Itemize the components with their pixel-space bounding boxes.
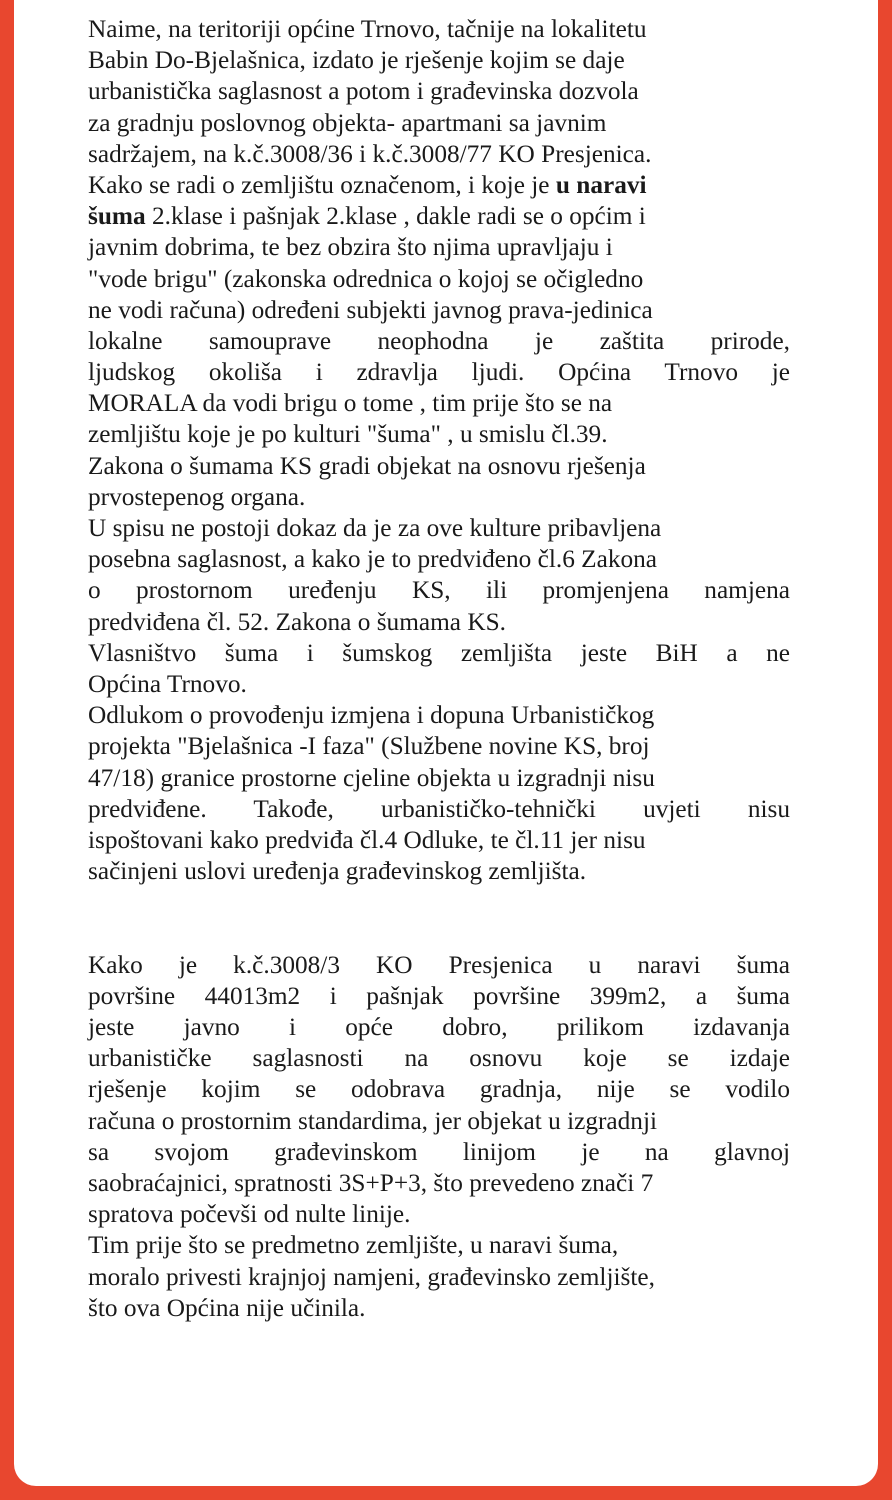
text-line: Kako je k.č.3008/3 KO Presjenica u naravi šuma — [88, 950, 790, 979]
text-line: moralo privesti krajnjoj namjeni, građevinsko zemljište, — [88, 1262, 655, 1291]
text-line: lokalne samouprave neophodna je zaštita prirode, — [88, 326, 790, 355]
text-line: MORALA da vodi brigu o tome , tim prije što se na — [88, 389, 613, 418]
text-line: Odlukom o provođenju izmjena i dopuna Urbanističkog — [88, 701, 655, 730]
text-line: Općina Trnovo. — [88, 669, 247, 698]
bold-text: u naravi — [555, 170, 647, 199]
document-page — [14, 0, 878, 1486]
text-line — [88, 170, 790, 201]
text-line: zemljištu koje je po kulturi "šuma" , u smislu čl.39. — [88, 420, 608, 449]
text-line: Vlasništvo šuma i šumskog zemljišta jeste BiH a ne — [88, 638, 790, 667]
text-line: o prostornom uređenju KS, ili promjenjena namjena — [88, 576, 790, 605]
text-line: za gradnju poslovnog objekta- apartmani sa javnim — [88, 108, 607, 137]
document-body — [88, 14, 790, 1324]
text-line: Babin Do-Bjelašnica, izdato je rješenje kojim se daje — [88, 46, 625, 75]
paragraph-gap — [88, 887, 790, 949]
text-line: Zakona o šumama KS gradi objekat na osnovu rješenja — [88, 451, 646, 480]
text-segment: 2.klase i pašnjak 2.klase , dakle radi se o općim i — [145, 202, 646, 231]
text-line: ljudskog okoliša i zdravlja ljudi. Općina Trnovo je — [88, 358, 790, 387]
text-line: urbanističke saglasnosti na osnovu koje se izdaje — [88, 1044, 790, 1073]
text-line: projekta "Bjelašnica -I faza" (Službene novine KS, broj — [88, 732, 650, 761]
text-line: rješenje kojim se odobrava gradnja, nije se vodilo — [88, 1075, 790, 1104]
text-line: urbanistička saglasnost a potom i građevinska dozvola — [88, 77, 639, 106]
text-line: računa o prostornim standardima, jer objekat u izgradnji — [88, 1106, 657, 1135]
text-line: spratova počevši od nulte linije. — [88, 1200, 411, 1229]
text-line: sačinjeni uslovi uređenja građevinskog zemljišta. — [88, 857, 587, 886]
text-line: predviđene. Takođe, urbanističko-tehnički uvjeti nisu — [88, 794, 790, 823]
text-line: sadržajem, na k.č.3008/36 i k.č.3008/77 KO Presjenica. — [88, 139, 652, 168]
text-line: što ova Općina nije učinila. — [88, 1293, 366, 1322]
text-line: U spisu ne postoji dokaz da je za ove kulture pribavljena — [88, 514, 662, 542]
text-segment: Kako se radi o zemljištu označenom, i koje je — [88, 170, 556, 199]
text-line: jeste javno i opće dobro, prilikom izdavanja — [88, 1013, 790, 1042]
text-line: Naime, na teritoriji općine Trnovo, tačnije na lokalitetu — [88, 15, 647, 43]
text-line: 47/18) granice prostorne cjeline objekta u izgradnji nisu — [88, 763, 655, 792]
text-line: ispoštovani kako predviđa čl.4 Odluke, te čl.11 jer nisu — [88, 825, 646, 854]
text-line: saobraćajnici, spratnosti 3S+P+3, što prevedeno znači 7 — [88, 1168, 654, 1197]
text-line: javnim dobrima, te bez obzira što njima upravljaju i — [88, 233, 613, 262]
text-line — [88, 201, 790, 232]
text-line: sa svojom građevinskom linijom je na glavnoj — [88, 1137, 790, 1166]
bold-text: šuma — [88, 202, 146, 231]
text-line: ne vodi računa) određeni subjekti javnog prava-jedinica — [88, 295, 653, 324]
text-line: predviđena čl. 52. Zakona o šumama KS. — [88, 607, 506, 636]
text-line: površine 44013m2 i pašnjak površine 399m2, a šuma — [88, 981, 790, 1010]
text-line: prvostepenog organa. — [88, 482, 306, 511]
text-line: posebna saglasnost, a kako je to predviđeno čl.6 Zakona — [88, 545, 658, 574]
text-line: "vode brigu" (zakonska odrednica o kojoj se očigledno — [88, 264, 644, 293]
text-line: Tim prije što se predmetno zemljište, u naravi šuma, — [88, 1231, 619, 1260]
